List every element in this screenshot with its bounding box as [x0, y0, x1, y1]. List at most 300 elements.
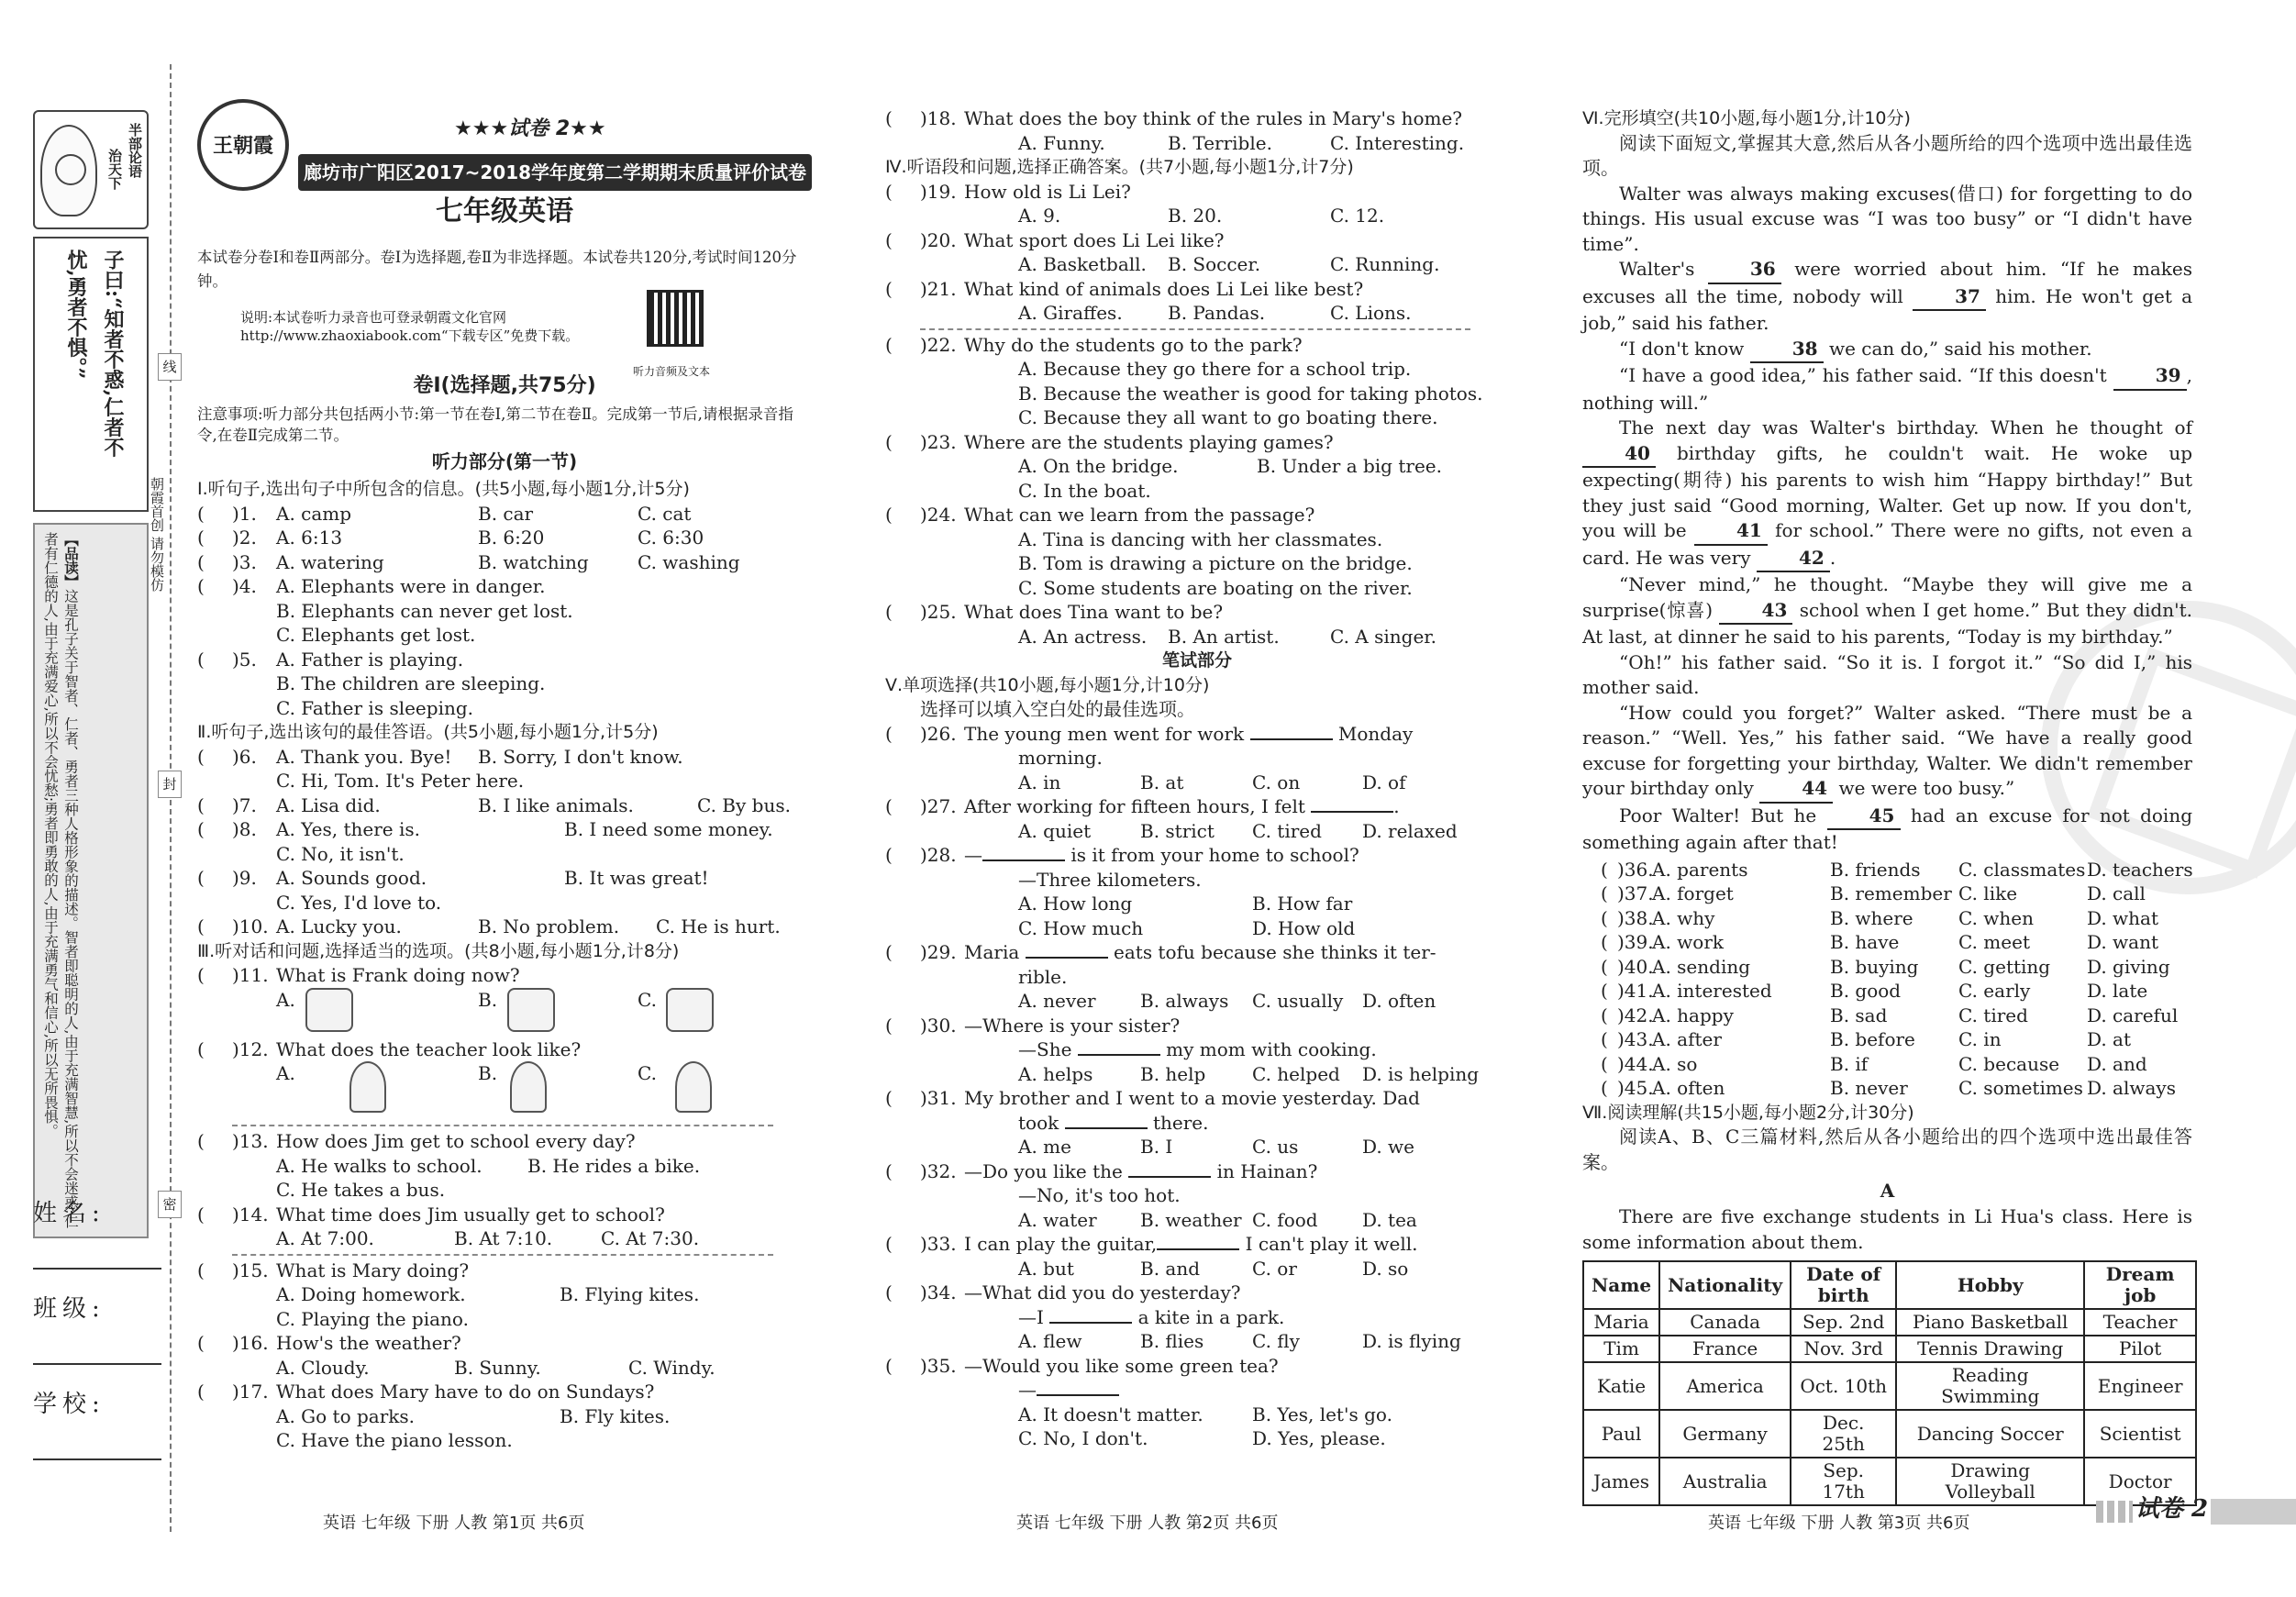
cloze-option-d[interactable]: D. want — [2087, 931, 2158, 953]
table-header-cell: Name — [1583, 1261, 1659, 1309]
cloze-option-d[interactable]: D. what — [2087, 906, 2158, 929]
question-13-ab[interactable]: A. He walks to school. B. He rides a bike. — [276, 1154, 701, 1177]
question-15-ab[interactable]: A. Doing homework. B. Flying kites. — [276, 1283, 700, 1305]
question-29[interactable]: ( )29. Maria eats tofu because she thinks it ter- — [885, 941, 1436, 963]
cloze-option-num: )43. — [1617, 1028, 1654, 1050]
question-35-ab[interactable]: A. It doesn't matter. B. Yes, let's go. — [1018, 1403, 1392, 1425]
column-1 — [197, 374, 812, 1453]
question-30-reply[interactable]: —She my mom with cooking. — [1018, 1038, 1377, 1060]
question-4-c[interactable]: C. Elephants get lost. — [276, 624, 476, 646]
answer-bracket[interactable]: ( — [1601, 1028, 1608, 1050]
cloze-option-a[interactable]: A. so — [1652, 1052, 1698, 1075]
question-20-options[interactable]: A. Basketball. B. Soccer. C. Running. — [1018, 253, 1440, 275]
question-18[interactable]: ( )18. What does the boy think of the rules in Mary's home? — [885, 107, 1463, 129]
teacher-a-picture[interactable] — [349, 1061, 386, 1113]
cloze-option-a[interactable]: A. after — [1652, 1028, 1722, 1050]
answer-bracket[interactable]: ( — [885, 107, 893, 129]
cloze-option-row[interactable] — [1582, 906, 2192, 931]
cloze-option-d[interactable]: D. call — [2087, 882, 2146, 904]
cloze-option-row[interactable] — [1582, 858, 2192, 882]
answer-bracket[interactable]: ( — [885, 504, 893, 526]
blank[interactable] — [1037, 1394, 1119, 1396]
exam-title: 廊坊市广阳区2017~2018学年度第二学期期末质量评价试卷 — [298, 154, 812, 191]
section-6-instruction: 阅读下面短文,掌握其大意,然后从各小题所给的四个选项中选出最佳选项。 — [1582, 131, 2192, 179]
written-title: 笔试部分 — [1161, 650, 1232, 671]
blank[interactable] — [1065, 1127, 1148, 1129]
blank-36[interactable]: 36 — [1708, 257, 1781, 284]
question-31-cont[interactable]: took there. — [1018, 1111, 1209, 1134]
blank[interactable] — [1250, 738, 1333, 740]
pindu-box — [33, 523, 149, 1238]
question-4[interactable]: ( )4. A. Elephants were in danger. — [197, 575, 546, 597]
cloze-option-row[interactable] — [1582, 1076, 2192, 1101]
table-cell: Doctor — [2084, 1458, 2196, 1505]
question-25-options[interactable]: A. An actress. B. An artist. C. A singer. — [1018, 625, 1437, 648]
answer-bracket[interactable]: ( — [885, 1354, 893, 1377]
qr-caption: 听力音频及文本 — [633, 365, 711, 378]
cloze-option-c[interactable]: C. getting — [1958, 955, 2051, 978]
blank[interactable] — [1311, 811, 1393, 813]
cloze-option-row[interactable] — [1582, 1004, 2192, 1028]
question-9-c[interactable]: C. Yes, I'd love to. — [276, 891, 442, 914]
cloze-option-row[interactable] — [1582, 1052, 2192, 1077]
binding-line — [170, 64, 172, 1532]
answer-bracket[interactable]: ( — [197, 550, 205, 573]
seal-char-3: 密 — [158, 1191, 182, 1218]
cloze-option-num: )36. — [1617, 858, 1654, 881]
question-14-options[interactable]: A. At 7:00. B. At 7:10. C. At 7:30. — [276, 1227, 700, 1249]
cloze-option-b[interactable]: B. have — [1830, 931, 1900, 953]
answer-bracket[interactable]: ( — [197, 745, 205, 768]
answer-bracket[interactable]: ( — [885, 1281, 893, 1303]
cloze-options — [1582, 858, 2192, 1101]
cloze-option-c[interactable]: C. because — [1958, 1052, 2060, 1075]
blank-39[interactable]: 39 — [2113, 363, 2187, 391]
question-32-reply: —No, it's too hot. — [1018, 1184, 1181, 1206]
qr-code-icon — [647, 290, 704, 347]
question-26-cont: morning. — [1018, 747, 1103, 769]
question-32-options[interactable]: A. water B. weather C. food D. tea — [1018, 1208, 1417, 1231]
school-label: 学校: — [33, 1391, 105, 1418]
question-19-options[interactable]: A. 9. B. 20. C. 12. — [1018, 205, 1385, 227]
question-17-c[interactable]: C. Have the piano lesson. — [276, 1429, 513, 1451]
left-margin — [28, 101, 151, 1468]
cloze-option-num: )38. — [1617, 906, 1654, 929]
footer-page-1: 英语 七年级 下册 人教 第1页 共6页 — [323, 1514, 585, 1533]
cloze-option-b[interactable]: B. good — [1830, 980, 1902, 1002]
footer-badge: 试卷 2 — [2135, 1495, 2209, 1523]
question-31-options[interactable]: A. me B. I C. us D. we — [1018, 1136, 1414, 1158]
question-28-reply: —Three kilometers. — [1018, 868, 1202, 891]
answer-bracket[interactable]: ( — [197, 648, 205, 671]
answer-bracket[interactable]: ( — [885, 333, 893, 356]
cloze-option-d[interactable]: D. giving — [2087, 955, 2170, 978]
cloze-option-num: )42. — [1617, 1004, 1654, 1026]
table-cell: Sep. 17th — [1791, 1458, 1896, 1505]
subject-title: 七年级英语 — [436, 195, 573, 227]
blank[interactable] — [982, 859, 1065, 861]
cloze-para-3: “I don't know 38 we can do,” said his mother. — [1582, 337, 2192, 364]
answer-bracket[interactable]: ( — [197, 1130, 205, 1152]
cloze-option-d[interactable]: D. late — [2087, 980, 2148, 1002]
cloze-option-b[interactable]: B. friends — [1830, 858, 1921, 881]
name-line — [33, 1268, 161, 1270]
question-6-c[interactable]: C. Hi, Tom. It's Peter here. — [276, 770, 525, 792]
table-cell: France — [1659, 1336, 1791, 1362]
question-19[interactable]: ( )19. How old is Li Lei? — [885, 180, 1131, 203]
answer-bracket[interactable]: ( — [197, 1381, 205, 1403]
table-header — [1583, 1261, 2196, 1309]
question-5-c[interactable]: C. Father is sleeping. — [276, 696, 474, 719]
question-13[interactable]: ( )13. How does Jim get to school every day? — [197, 1130, 636, 1152]
question-29-options[interactable]: A. never B. always C. usually D. often — [1018, 990, 1436, 1012]
blank-43[interactable]: 43 — [1719, 598, 1792, 626]
cloze-option-a[interactable]: A. parents — [1652, 858, 1748, 881]
question-1[interactable]: ( )1. A. camp B. car C. cat — [197, 502, 692, 525]
question-5-b[interactable]: B. The children are sleeping. — [276, 672, 546, 694]
cloze-option-a[interactable]: A. why — [1652, 906, 1715, 929]
question-28-ab[interactable]: A. How long B. How far — [1018, 893, 1353, 915]
brand-logo — [197, 99, 289, 191]
question-35-reply[interactable]: — — [885, 1378, 1509, 1403]
answer-bracket[interactable]: ( — [197, 1332, 205, 1354]
motto-text-2: 治天下 — [106, 149, 123, 190]
answer-bracket[interactable]: ( — [885, 1159, 893, 1182]
question-29-cont: rible. — [1018, 965, 1068, 988]
cloze-option-b[interactable]: B. where — [1830, 906, 1913, 929]
question-17-ab[interactable]: A. Go to parks. B. Fly kites. — [276, 1404, 671, 1427]
question-12[interactable]: ( )12. What does the teacher look like? — [197, 1037, 582, 1060]
answer-bracket[interactable]: ( — [1601, 882, 1608, 904]
cloze-option-a[interactable]: A. work — [1652, 931, 1724, 953]
question-22-a[interactable]: A. Because they go there for a school trip. — [1018, 358, 1412, 380]
question-23[interactable]: ( )23. Where are the students playing games? — [885, 430, 1334, 453]
answer-bracket[interactable]: ( — [885, 430, 893, 453]
table-row — [1583, 1362, 2196, 1410]
blank-45[interactable]: 45 — [1827, 804, 1901, 831]
question-35-cd[interactable]: C. No, I don't. D. Yes, please. — [1018, 1427, 1386, 1449]
copyright-note: 朝霞首创 请勿模仿 — [149, 477, 165, 592]
answer-bracket[interactable]: ( — [885, 941, 893, 963]
question-28[interactable]: ( )28. — is it from your home to school? — [885, 844, 1359, 866]
question-10[interactable]: ( )10. A. Lucky you. B. No problem. C. He is hurt. — [197, 915, 781, 937]
table-cell: Tim — [1583, 1336, 1659, 1362]
cloze-para-9: Poor Walter! But he 45 had an excuse for not doing something again after that! — [1582, 804, 2193, 853]
cloze-option-d[interactable]: D. careful — [2087, 1004, 2179, 1026]
answer-bracket[interactable]: ( — [197, 964, 205, 986]
answer-bracket[interactable]: ( — [1601, 1077, 1608, 1099]
question-20[interactable]: ( )20. What sport does Li Lei like? — [885, 228, 1225, 251]
question-34-reply[interactable]: —I a kite in a park. — [1018, 1305, 1285, 1328]
answer-bracket[interactable]: ( — [1601, 858, 1608, 881]
exam-intro: 本试卷分卷Ⅰ和卷Ⅱ两部分。卷Ⅰ为选择题,卷Ⅱ为非选择题。本试卷共120分,考试时间120分钟。 — [197, 249, 797, 290]
question-11[interactable]: ( )11. What is Frank doing now? — [197, 964, 520, 986]
table-cell: Scientist — [2084, 1410, 2196, 1458]
cloze-option-c[interactable]: C. sometimes — [1958, 1077, 2083, 1099]
cloze-option-num: )45. — [1617, 1077, 1654, 1099]
question-11-pictures[interactable]: A. B. C. — [197, 988, 812, 1037]
answer-bracket[interactable]: ( — [885, 844, 893, 866]
divider — [920, 328, 1470, 330]
table-cell: America — [1659, 1362, 1791, 1410]
answer-bracket[interactable]: ( — [885, 1014, 893, 1037]
boy-reading-picture[interactable] — [305, 988, 353, 1032]
cloze-option-a[interactable]: A. forget — [1652, 882, 1734, 904]
cloze-option-b[interactable]: B. before — [1830, 1028, 1915, 1050]
question-13-c[interactable]: C. He takes a bus. — [276, 1179, 446, 1201]
attention-note: 注意事项:听力部分共包括两小节:第一节在卷Ⅰ,第二节在卷Ⅱ。完成第一节后,请根据录音指令,在卷Ⅱ完成第二节。 — [197, 405, 793, 444]
question-21[interactable]: ( )21. What kind of animals does Li Lei like best? — [885, 277, 1364, 300]
question-31[interactable]: ( )31. My brother and I went to a movie yesterday. Dad — [885, 1087, 1420, 1109]
cloze-option-row[interactable] — [1582, 882, 2192, 906]
answer-bracket[interactable]: ( — [885, 795, 893, 817]
table-row — [1583, 1458, 2196, 1505]
question-6[interactable]: ( )6. A. Thank you. Bye! B. Sorry, I don't know. — [197, 745, 683, 768]
cloze-option-row[interactable] — [1582, 930, 2192, 955]
cloze-para-8: “How could you forget?” Walter asked. “There must be a reason.” “Well. Yes,” his father said. “We have a really good excuse for forgetting your birthday, Walter. We didn't remember your birthday only 44 we were too busy.” — [1582, 701, 2192, 804]
question-2[interactable]: ( )2. A. 6:13 B. 6:20 C. 6:30 — [197, 527, 704, 549]
question-24-a[interactable]: A. Tina is dancing with her classmates. — [1018, 527, 1383, 550]
cloze-option-b[interactable]: B. buying — [1830, 955, 1919, 978]
answer-bracket[interactable]: ( — [197, 818, 205, 840]
answer-bracket[interactable]: ( — [885, 601, 893, 623]
answer-bracket[interactable]: ( — [197, 1259, 205, 1281]
quote-line-2: 忧,勇者不惧。” — [64, 250, 88, 380]
cloze-option-b[interactable]: B. sad — [1830, 1004, 1888, 1026]
question-7[interactable]: ( )7. A. Lisa did. B. I like animals. C. By bus. — [197, 793, 791, 816]
answer-bracket[interactable]: ( — [885, 228, 893, 251]
section-7-title: Ⅶ.阅读理解(共15小题,每小题2分,计30分) — [1582, 1102, 1914, 1123]
table-row — [1583, 1336, 2196, 1362]
question-9[interactable]: ( )9. A. Sounds good. B. It was great! — [197, 867, 709, 889]
answer-bracket[interactable]: ( — [1601, 1052, 1608, 1075]
cloze-option-c[interactable]: C. like — [1958, 882, 2018, 904]
answer-bracket[interactable]: ( — [1601, 906, 1608, 929]
cloze-option-d[interactable]: D. and — [2087, 1052, 2147, 1075]
footer-page-3: 英语 七年级 下册 人教 第3页 共6页 — [1708, 1514, 1970, 1533]
question-15-c[interactable]: C. Playing the piano. — [276, 1307, 469, 1330]
table-cell: Reading Swimming — [1896, 1362, 2084, 1410]
blank[interactable] — [1026, 957, 1108, 959]
answer-bracket[interactable]: ( — [197, 527, 205, 549]
part1-title: 卷Ⅰ(选择题,共75分) — [413, 374, 596, 397]
cloze-option-row[interactable] — [1582, 1027, 2192, 1052]
answer-bracket[interactable]: ( — [1601, 980, 1608, 1002]
cloze-option-b[interactable]: B. never — [1830, 1077, 1908, 1099]
cloze-option-c[interactable]: C. meet — [1958, 931, 2030, 953]
question-5[interactable]: ( )5. A. Father is playing. — [197, 648, 464, 671]
section-4-title: Ⅳ.听语段和问题,选择正确答案。(共7小题,每小题1分,计7分) — [885, 157, 1354, 177]
section-5-title: Ⅴ.单项选择(共10小题,每小题1分,计10分) — [885, 674, 1210, 695]
question-26-options[interactable]: A. in B. at C. on D. of — [1018, 771, 1406, 793]
cloze-option-a[interactable]: A. interested — [1652, 980, 1772, 1002]
table-cell: Dancing Soccer — [1896, 1410, 2084, 1458]
question-8[interactable]: ( )8. A. Yes, there is. B. I need some money. — [197, 818, 773, 840]
question-24-c[interactable]: C. Some students are boating on the river. — [1018, 576, 1413, 599]
section-7-instruction: 阅读A、B、C三篇材料,然后从各小题给出的四个选项中选出最佳答案。 — [1582, 1126, 2192, 1173]
answer-bracket[interactable]: ( — [885, 180, 893, 203]
question-28-cd[interactable]: C. How much D. How old — [1018, 916, 1356, 939]
answer-bracket[interactable]: ( — [197, 502, 205, 525]
cloze-option-a[interactable]: A. happy — [1652, 1004, 1734, 1026]
question-14[interactable]: ( )14. What time does Jim usually get to school? — [197, 1203, 665, 1225]
question-30-options[interactable]: A. helps B. help C. helped D. is helping — [1018, 1062, 1480, 1085]
section-5-instruction: 选择可以填入空白处的最佳选项。 — [920, 698, 1195, 720]
cloze-option-row[interactable] — [1582, 979, 2192, 1004]
boy-sleeping-picture[interactable] — [507, 988, 555, 1032]
divider — [232, 1254, 773, 1256]
cloze-option-c[interactable]: C. when — [1958, 906, 2035, 929]
section-1-title: Ⅰ.听句子,选出句子中所包含的信息。(共5小题,每小题1分,计5分) — [197, 479, 690, 499]
table-cell: Nov. 3rd — [1791, 1336, 1896, 1362]
question-33[interactable]: ( )33. I can play the guitar, I can't play it well. — [885, 1233, 1418, 1255]
question-23-ab[interactable]: A. On the bridge. B. Under a big tree. — [1018, 455, 1442, 477]
table-cell: Australia — [1659, 1458, 1791, 1505]
answer-bracket[interactable]: ( — [197, 793, 205, 816]
table-cell: Teacher — [2084, 1309, 2196, 1336]
question-22-b[interactable]: B. Because the weather is good for taking photos. — [1018, 382, 1483, 405]
question-24-b[interactable]: B. Tom is drawing a picture on the bridge. — [1018, 552, 1413, 574]
blank-44[interactable]: 44 — [1759, 776, 1833, 804]
section-6-title: Ⅵ.完形填空(共10小题,每小题1分,计10分) — [1582, 108, 1911, 128]
cloze-option-c[interactable]: C. in — [1958, 1028, 2002, 1050]
question-35[interactable]: ( )35. —Would you like some green tea? — [885, 1354, 1279, 1377]
answer-bracket[interactable]: ( — [885, 722, 893, 745]
blank[interactable] — [1157, 1248, 1239, 1250]
cloze-option-num: )39. — [1617, 931, 1654, 953]
cloze-para-7: “Oh!” his father said. “So it is. I forgot it.” “So did I,” his mother said. — [1582, 650, 2192, 698]
cloze-option-a[interactable]: A. often — [1652, 1077, 1725, 1099]
answer-bracket[interactable]: ( — [197, 575, 205, 597]
cloze-option-d[interactable]: D. at — [2087, 1028, 2131, 1050]
cloze-passage — [1582, 131, 2192, 856]
table-cell: Dec. 25th — [1791, 1410, 1896, 1458]
blank-41[interactable]: 41 — [1694, 518, 1768, 546]
table-body — [1583, 1309, 2196, 1505]
answer-bracket[interactable]: ( — [885, 1087, 893, 1109]
question-15[interactable]: ( )15. What is Mary doing? — [197, 1259, 470, 1281]
student-info-table — [1582, 1260, 2197, 1506]
question-17[interactable]: ( )17. What does Mary have to do on Sundays? — [197, 1381, 655, 1403]
answer-bracket[interactable]: ( — [197, 1203, 205, 1225]
answer-bracket[interactable]: ( — [197, 867, 205, 889]
section-7-instruction-wrap — [1582, 1125, 2192, 1175]
name-label: 姓名: — [33, 1200, 105, 1227]
answer-bracket[interactable]: ( — [197, 1037, 205, 1060]
download-note: 说明:本试卷听力录音也可登录朝霞文化官网http://www.zhaoxiabook.com“下载专区”免费下载。 — [240, 309, 580, 344]
question-34[interactable]: ( )34. —What did you do yesterday? — [885, 1281, 1241, 1303]
question-16[interactable]: ( )16. How's the weather? — [197, 1332, 461, 1354]
question-12-pictures[interactable]: A. B. C. — [197, 1061, 812, 1122]
cloze-option-d[interactable]: D. teachers — [2087, 858, 2193, 881]
table-cell: Drawing Volleyball — [1896, 1458, 2084, 1505]
cloze-option-row[interactable] — [1582, 955, 2192, 980]
question-33-options[interactable]: A. but B. and C. or D. so — [1018, 1257, 1409, 1280]
question-32[interactable]: ( )32. —Do you like the in Hainan? — [885, 1159, 1318, 1182]
question-26[interactable]: ( )26. The young men went for work Monday — [885, 722, 1414, 745]
question-22[interactable]: ( )22. Why do the students go to the park? — [885, 333, 1303, 356]
question-23-c[interactable]: C. In the boat. — [1018, 479, 1151, 502]
divider — [232, 1125, 773, 1126]
question-34-options[interactable]: A. flew B. flies C. fly D. is flying — [1018, 1330, 1461, 1352]
boy-cooking-picture[interactable] — [666, 988, 714, 1032]
question-3[interactable]: ( )3. A. watering B. watching C. washing — [197, 550, 740, 573]
blank-37[interactable]: 37 — [1913, 284, 1986, 312]
cloze-para-1: Walter was always making excuses(借口) for forgetting to do things. His usual excuse was “I was too busy” or “I didn't have time”. — [1582, 182, 2192, 255]
cloze-para-4: “I have a good idea,” his father said. “If this doesn't 39 , nothing will.” — [1582, 364, 2193, 414]
cloze-option-b[interactable]: B. if — [1830, 1052, 1869, 1075]
question-18-options[interactable]: A. Funny. B. Terrible. C. Interesting. — [1018, 131, 1465, 154]
question-25[interactable]: ( )25. What does Tina want to be? — [885, 601, 1224, 623]
question-30[interactable]: ( )30. —Where is your sister? — [885, 1014, 1181, 1037]
class-line — [33, 1363, 161, 1365]
blank-42[interactable]: 42 — [1757, 546, 1830, 573]
cloze-option-c[interactable]: C. classmates — [1958, 858, 2086, 881]
blank-40[interactable]: 40 — [1582, 441, 1656, 469]
blank-38[interactable]: 38 — [1750, 337, 1824, 364]
passage-a-intro-wrap — [1582, 1204, 2192, 1255]
class-label: 班级: — [33, 1295, 105, 1323]
table-cell: Engineer — [2084, 1362, 2196, 1410]
answer-bracket[interactable]: ( — [1601, 1004, 1608, 1026]
motto-text-1: 半部论语 — [127, 123, 143, 178]
cloze-para-5: The next day was Walter's birthday. When he thought of 40 birthday gifts, he couldn't wait. He woke up expecting(期待) his parents to wish him “Happy birthday!” But they just said “Good morning, Walter. Get up now. If you don't, you will be 41 for school.” There were no gifts, not even a card. He was very 42 . — [1582, 416, 2192, 572]
blank[interactable] — [1128, 1176, 1211, 1178]
section-3-title: Ⅲ.听对话和问题,选择适当的选项。(共8小题,每小题1分,计8分) — [197, 940, 680, 961]
answer-bracket[interactable]: ( — [1601, 955, 1608, 978]
pindu-title: 【品读】 — [62, 532, 80, 589]
question-21-options[interactable]: A. Giraffes. B. Pandas. C. Lions. — [1018, 302, 1412, 324]
table-row — [1583, 1410, 2196, 1458]
table-header-cell: Nationality — [1659, 1261, 1791, 1309]
footer-page-2: 英语 七年级 下册 人教 第2页 共6页 — [1016, 1514, 1279, 1533]
answer-bracket[interactable]: ( — [197, 915, 205, 937]
answer-bracket[interactable]: ( — [1601, 931, 1608, 953]
cloze-option-c[interactable]: C. tired — [1958, 1004, 2028, 1026]
table-cell: Pilot — [2084, 1336, 2196, 1362]
table-header-cell: Date of birth — [1791, 1261, 1896, 1309]
quote-box — [33, 237, 149, 512]
question-8-c[interactable]: C. No, it isn't. — [276, 842, 405, 865]
cloze-para-6: “Never mind,” he thought. “Maybe they will give me a surprise(惊喜) 43 school when I get home.” But they didn't. At last, at dinner he said to his parents, “Today is my birthday.” — [1582, 573, 2193, 648]
cloze-option-a[interactable]: A. sending — [1652, 955, 1751, 978]
section-2-title: Ⅱ.听句子,选出该句的最佳答语。(共5小题,每小题1分,计5分) — [197, 722, 659, 742]
blank[interactable] — [1049, 1322, 1132, 1324]
question-22-c[interactable]: C. Because they all want to go boating there. — [1018, 406, 1438, 428]
question-27[interactable]: ( )27. After working for fifteen hours, I felt . — [885, 795, 1400, 817]
table-cell: Katie — [1583, 1362, 1659, 1410]
seal-char-2: 封 — [158, 771, 182, 798]
answer-bracket[interactable]: ( — [885, 277, 893, 300]
answer-bracket[interactable]: ( — [885, 1233, 893, 1255]
table-header-cell: Hobby — [1896, 1261, 2084, 1309]
teacher-c-picture[interactable] — [675, 1061, 712, 1113]
table-cell: Germany — [1659, 1410, 1791, 1458]
cloze-option-b[interactable]: B. remember — [1830, 882, 1952, 904]
question-24[interactable]: ( )24. What can we learn from the passage? — [885, 504, 1315, 526]
cloze-option-d[interactable]: D. always — [2087, 1077, 2176, 1099]
table-cell: Maria — [1583, 1309, 1659, 1336]
table-header-cell: Dream job — [2084, 1261, 2196, 1309]
blank[interactable] — [1078, 1054, 1160, 1056]
question-4-b[interactable]: B. Elephants can never get lost. — [276, 599, 573, 622]
question-16-options[interactable]: A. Cloudy. B. Sunny. C. Windy. — [276, 1356, 715, 1379]
question-27-options[interactable]: A. quiet B. strict C. tired D. relaxed — [1018, 819, 1458, 842]
cloze-option-num: )41. — [1617, 980, 1654, 1002]
teacher-b-picture[interactable] — [510, 1061, 547, 1113]
cloze-option-c[interactable]: C. early — [1958, 980, 2031, 1002]
decor-squares-icon — [2096, 1501, 2133, 1523]
